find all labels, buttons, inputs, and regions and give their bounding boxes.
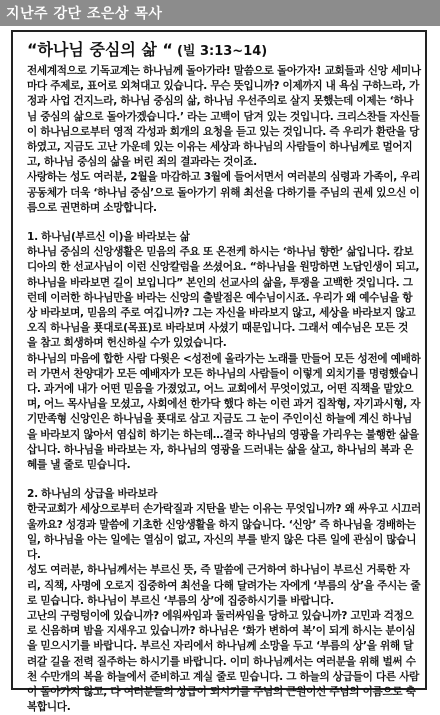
header-title: 지난주 강단 조은상 목사 — [6, 6, 163, 22]
sermon-title-text: “하나님 중심의 삶 “ — [27, 40, 173, 59]
paragraph: 성도 여러분, 하나님께서는 부르신 뜻, 즉 말씀에 근거하여 하나님이 부르신 거룩한 자리, 직책, 사명에 오로지 집중하여 최선을 다해 달려가는 자에게 ‘부름의 상’을 주시는 줄로 믿습니다. 하나님이 부르신 ‘부름의 상’에 집중하시기를 바랍니다. — [27, 564, 421, 607]
paragraph: 하나님 중심의 신앙생활은 믿음의 주요 또 온전케 하시는 ‘하나님 향한’ 삶입니다. 캄보디아의 한 선교사님이 이런 신앙칼럼을 쓰셨어요. “하나님을 원망하면 노답인생이 되고, 하나님을 바라보면 길이 보입니다” 본인의 선교사의 삶을, 투쟁을 고백한 것입니다. 그런데 이러한 하나님만을 바라는 신앙의 출발점은 예수님이시죠. 우리가 왜 예수님을 항상 바라보며, 믿음의 주로 여깁니까? 그는 자신을 바라보지 않고, 세상을 바라보지 않고 오직 하나님을 푯대로(목표)로 바라보며 사셨기 때문입니다. 그래서 예수님은 모든 것 을 참고 희생하며 헌신하실 수가 있었습니다. — [27, 246, 420, 350]
section-heading: 2. 하나님의 상급을 바라보라 — [27, 488, 158, 501]
section-heading: 1. 하나님(부르신 이)을 바라보는 삶 — [27, 231, 190, 244]
sermon-frame — [11, 30, 427, 714]
paragraph: 하나님의 마음에 합한 사람 다윗은 <성전에 올라가는 노래를 만들어 모든 성전에 예배하러 가면서 찬양대가 모든 예배자가 모든 하나님의 사람들이 이렇게 외치기를 명령했습니다. 과거에 내가 어떤 믿음을 가졌었고, 어느 교회에서 무엇이었고, 어떤 직책을 맡았으며, 어느 목사님을 모셨고, 사회에선 한가닥 했다 하는 이런 과거 집착형, 자기과시형, 자기만족형 신앙인은 하나님을 푯대로 삼고 지금도 그 눈이 주인이신 하늘에 계신 하나님을 바라보지 않아서 염십히 하기는 하는데…결국 하나님의 영광을 가리우는 불행한 삶을 삽니다. 하나님을 바라보는 자, 하나님의 영광을 드러내는 삶을 살고, 하나님의 복과 은혜를 낼 줄로 믿습니다. — [27, 352, 421, 472]
paragraph: 한국교회가 세상으로부터 손가락질과 지탄을 받는 이유는 무엇입니까? 왜 싸우고 시끄러울까요? 성경과 말씀에 기초한 신앙생활을 하지 않습니다. ‘신앙’ 즉 하나님을 경배하는 일, 하나님을 아는 일에는 열심이 없고, 자신의 부를 받지 않은 다른 일에 관심이 많습니다. — [27, 503, 421, 562]
page-header — [0, 0, 440, 26]
scripture-reference: (빌 3:13~14) — [176, 44, 268, 59]
paragraph: 사랑하는 성도 여러분, 2월을 마감하고 3월에 들어서면서 여러분의 심령과 가족이, 우리 공동체가 더욱 ‘하나님 중심’으로 돌아가기 위해 최선을 다하기를 주님의 권세 있으신 이름으로 권면하며 소망합니다. — [27, 171, 421, 214]
sermon-body — [27, 64, 421, 715]
paragraph: 고난의 구렁텅이에 있습니까? 에워싸임과 둘러싸임을 당하고 있습니까? 고민과 걱정으로 신음하며 밤을 지새우고 있습니까? 하나님은 ‘화가 변하여 복’이 되게 하시는 분이심을 믿으시기를 바랍니다. 부르신 자리에서 하나님께 소망을 두고 ‘부름의 상’을 위해 달려갈 길을 전력 질주하는 하시기를 바랍니다. 이미 하나님께서는 여러분을 위해 벌써 수천 수만개의 복을 하늘에서 준비하고 계실 줄로 믿습니다. 그 하늘의 상급들이 다른 사람이 돌아가지 않고, 다 여러분들의 상급이 되시기를 주님의 근원이신 주님의 이름으로 축복합니다. — [27, 609, 420, 714]
paragraph: 전세계적으로 기독교계는 하나님께 돌아가라! 말씀으로 돌아가자! 교회들과 신앙 세미나마다 주제로, 표어로 외쳐대고 있습니다. 무슨 뜻입니까? 이제까지 내 욕심 구하느라, 가정과 사업 건지느라, 하나님 중심의 삶, 하나님 우선주의로 살지 못했는데 이제는 ‘하나님 중심의 삶으로 돌아가겠습니다.’ 라는 고백이 담겨 있는 것입니다. 크리스찬들 자신들이 하나님으로부터 영적 각성과 회개의 요청을 듣고 있는 것입니다. 즉 우리가 환란을 당하였고, 지금도 고난 가운데 있는 이유는 세상과 하나님의 사람들이 하나님께로 멀어지고, 하나님 중심의 삶을 버린 죄의 결과라는 것이죠. — [27, 65, 421, 169]
sermon-title — [27, 40, 267, 62]
